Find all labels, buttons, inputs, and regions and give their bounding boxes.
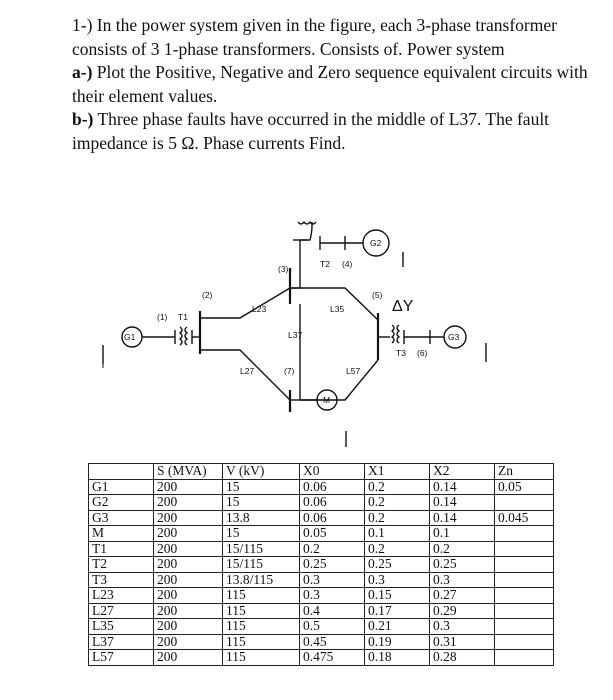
table-cell [495, 603, 554, 619]
t3-winding-icon [392, 325, 394, 343]
bus-1-label: (1) [157, 312, 168, 322]
table-cell [495, 650, 554, 666]
table-row [89, 634, 554, 650]
l23-label: L23 [252, 304, 267, 314]
table-cell [495, 495, 554, 511]
table-cell: 115 [223, 650, 300, 666]
table-cell: 0.045 [495, 510, 554, 526]
part-a-text: Plot the Positive, Negative and Zero sequence equivalent circuits with their element values. [72, 62, 588, 106]
table-cell: 200 [154, 588, 223, 604]
table-cell: M [89, 526, 154, 542]
table-header: X1 [365, 464, 430, 480]
part-b-label: b-) [72, 109, 94, 129]
table-row [89, 603, 554, 619]
table-cell [495, 526, 554, 542]
line-l23 [200, 288, 290, 318]
table-cell: 0.3 [300, 572, 365, 588]
t1-label: T1 [178, 312, 188, 322]
table-cell: T3 [89, 572, 154, 588]
part-a-label: a-) [72, 62, 93, 82]
table-row [89, 510, 554, 526]
t2-label: T2 [320, 259, 330, 269]
l37-label: L37 [288, 330, 303, 340]
table-cell: 0.21 [365, 619, 430, 635]
table-row [89, 495, 554, 511]
table-cell: 0.2 [430, 541, 495, 557]
table-cell: 0.3 [430, 619, 495, 635]
table-cell: 0.14 [430, 510, 495, 526]
table-cell: 0.14 [430, 495, 495, 511]
table-cell: 0.29 [430, 603, 495, 619]
table-cell: 200 [154, 526, 223, 542]
table-cell: 0.15 [365, 588, 430, 604]
table-cell: 200 [154, 557, 223, 573]
table-header: X2 [430, 464, 495, 480]
table-cell: L37 [89, 634, 154, 650]
table-cell: 0.5 [300, 619, 365, 635]
table-cell [495, 572, 554, 588]
table-cell: 0.17 [365, 603, 430, 619]
table-cell: 0.475 [300, 650, 365, 666]
table-cell: 0.27 [430, 588, 495, 604]
table-cell: 200 [154, 650, 223, 666]
bus-3-label: (3) [278, 264, 289, 274]
bus-7-label: (7) [284, 366, 295, 376]
table-cell: 200 [154, 495, 223, 511]
table-cell: 0.31 [430, 634, 495, 650]
table-row [89, 557, 554, 573]
table-cell: 0.45 [300, 634, 365, 650]
part-b-text: Three phase faults have occurred in the middle of L37. The fault impedance is 5 Ω. Phase currents Find. [72, 109, 550, 153]
table-row [89, 572, 554, 588]
g2-label: G2 [370, 238, 382, 248]
table-cell: 13.8/115 [223, 572, 300, 588]
table-row [89, 588, 554, 604]
g1-label: G1 [124, 332, 136, 342]
table-cell: 0.1 [430, 526, 495, 542]
g3-label: G3 [448, 332, 460, 342]
t2-bus-label: (4) [342, 259, 353, 269]
bus-2-label: (2) [202, 290, 213, 300]
table-cell: 15 [223, 495, 300, 511]
table-cell: 15/115 [223, 557, 300, 573]
table-cell: 0.25 [300, 557, 365, 573]
table-cell [495, 588, 554, 604]
table-cell: 200 [154, 619, 223, 635]
table-cell [495, 619, 554, 635]
table-cell: 0.19 [365, 634, 430, 650]
table-cell: 0.28 [430, 650, 495, 666]
table-cell: 0.25 [365, 557, 430, 573]
table-cell: 0.14 [430, 479, 495, 495]
table-cell: G3 [89, 510, 154, 526]
table-cell [495, 541, 554, 557]
table-row [89, 619, 554, 635]
table-cell: 200 [154, 541, 223, 557]
table-cell: 200 [154, 634, 223, 650]
table-cell: L57 [89, 650, 154, 666]
table-cell: 200 [154, 510, 223, 526]
table-cell: 13.8 [223, 510, 300, 526]
table-header: S (MVA) [154, 464, 223, 480]
table-cell: L23 [89, 588, 154, 604]
table-cell: 0.05 [300, 526, 365, 542]
table-cell: 200 [154, 479, 223, 495]
table-cell: 115 [223, 603, 300, 619]
table-row [89, 479, 554, 495]
t1-winding-icon [180, 327, 182, 345]
table-row [89, 526, 554, 542]
table-cell: 115 [223, 619, 300, 635]
table-header: V (kV) [223, 464, 300, 480]
table-cell: L35 [89, 619, 154, 635]
t3-connection-label: ΔY [392, 298, 414, 315]
table-row [89, 650, 554, 666]
table-cell: L27 [89, 603, 154, 619]
l35-label: L35 [330, 304, 345, 314]
table-cell: 0.06 [300, 510, 365, 526]
problem-intro: 1-) In the power system given in the figure, each 3-phase transformer consists of 3 1-phase transformers. Consists of. Power system [72, 15, 557, 59]
table-cell: G1 [89, 479, 154, 495]
table-header: X0 [300, 464, 365, 480]
motor-label: M [323, 395, 331, 405]
table-cell: 115 [223, 588, 300, 604]
table-cell [495, 634, 554, 650]
table-cell: 0.06 [300, 495, 365, 511]
l57-label: L57 [346, 366, 361, 376]
table-header [89, 464, 154, 480]
table-cell [495, 557, 554, 573]
table-cell: 0.1 [365, 526, 430, 542]
table-cell: T2 [89, 557, 154, 573]
table-cell: 115 [223, 634, 300, 650]
table-cell: 15/115 [223, 541, 300, 557]
table-cell: 200 [154, 603, 223, 619]
l27-label: L27 [240, 366, 255, 376]
table-cell: 0.2 [300, 541, 365, 557]
table-cell: 0.25 [430, 557, 495, 573]
table-cell: 0.2 [365, 541, 430, 557]
table-cell: 0.2 [365, 479, 430, 495]
table-cell: 0.18 [365, 650, 430, 666]
line-l57 [300, 360, 378, 400]
parameter-table [88, 463, 554, 666]
table-cell: 0.06 [300, 479, 365, 495]
t3-bus-label: (6) [417, 348, 428, 358]
table-header: Zn [495, 464, 554, 480]
table-cell: 0.3 [300, 588, 365, 604]
table-body [89, 479, 554, 665]
t3-label: T3 [396, 348, 406, 358]
table-cell: G2 [89, 495, 154, 511]
table-cell: 0.2 [365, 495, 430, 511]
t2-winding-icon [298, 222, 316, 224]
table-cell: 0.3 [430, 572, 495, 588]
table-cell: 15 [223, 479, 300, 495]
table-cell: 15 [223, 526, 300, 542]
table-cell: 0.3 [365, 572, 430, 588]
table-header-row [89, 464, 554, 480]
table-cell: 0.4 [300, 603, 365, 619]
bus-5-label: (5) [372, 290, 383, 300]
table-cell: 200 [154, 572, 223, 588]
table-row [89, 541, 554, 557]
table-cell: 0.05 [495, 479, 554, 495]
table-cell: 0.2 [365, 510, 430, 526]
table-cell: T1 [89, 541, 154, 557]
